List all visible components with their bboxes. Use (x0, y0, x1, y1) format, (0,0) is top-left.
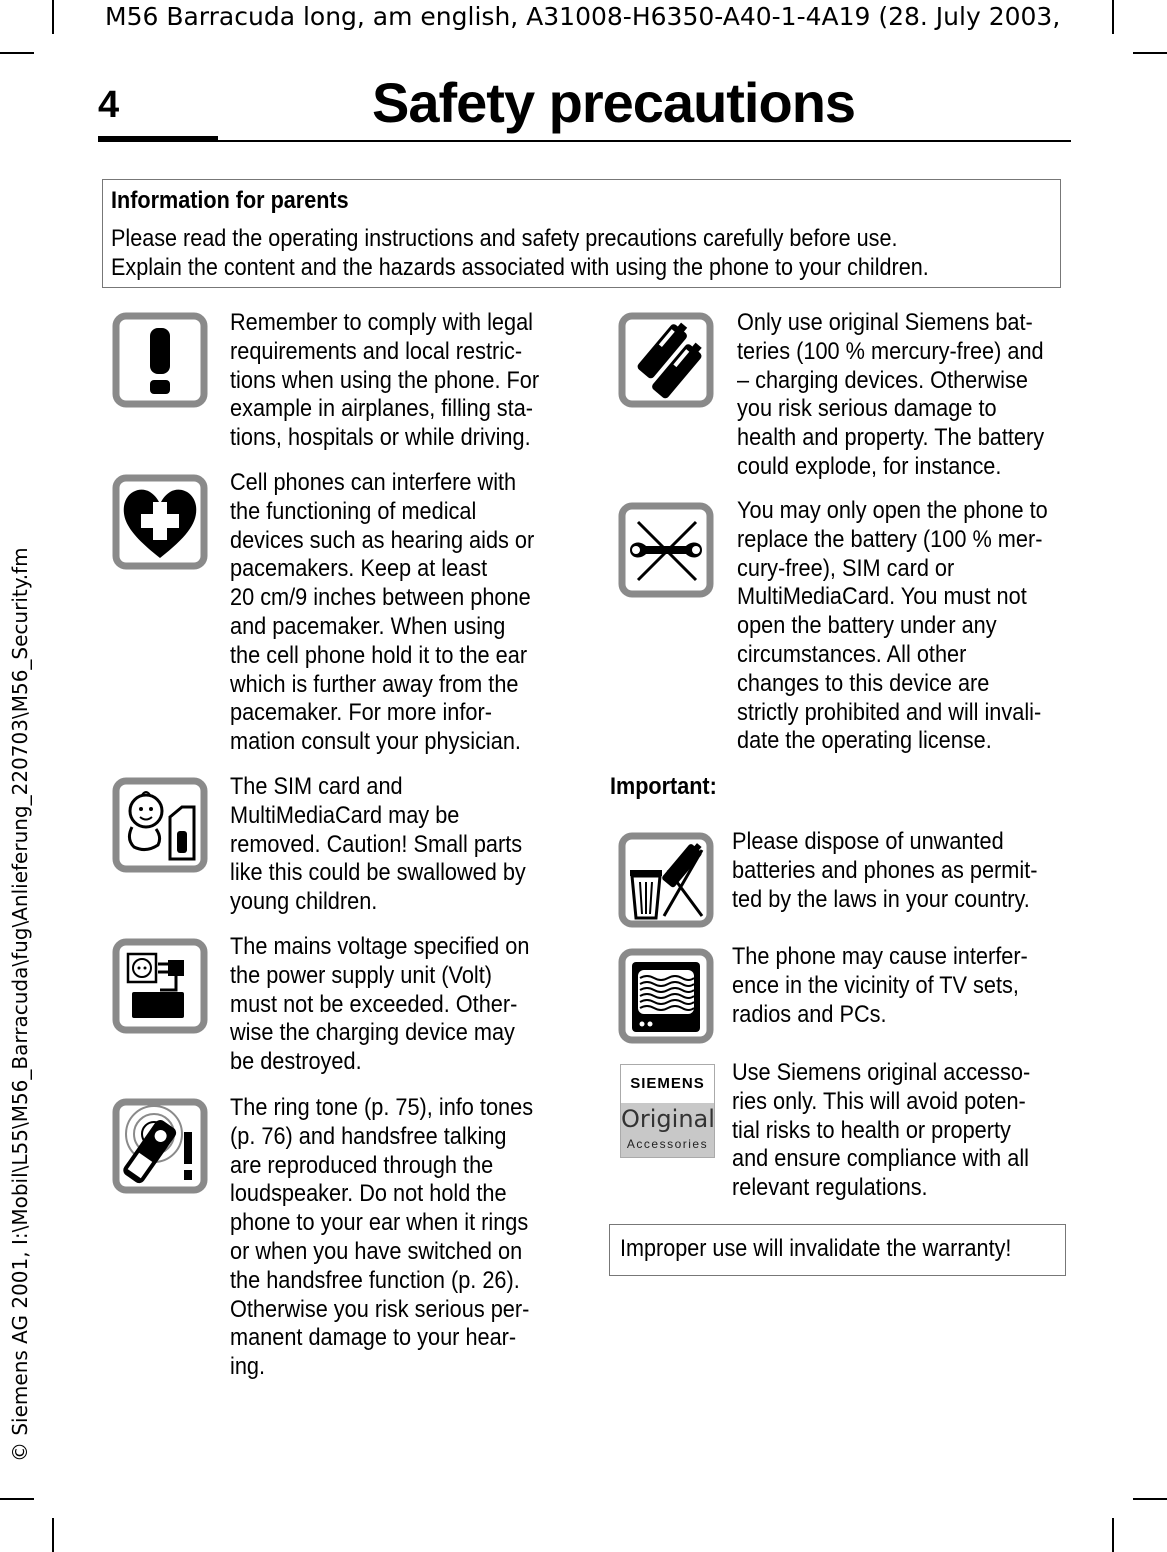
item-text: You may only open the phone to replace the battery (100 % mer- cury-free), SIM card or MultiMediaCard. You must not open the battery under any circumstances. All other changes to this device are strictly prohibited and will invali- date the operating license. (737, 497, 1048, 755)
siemens-original-accessories-logo (620, 1064, 715, 1158)
battery-disposal-icon (618, 832, 714, 928)
no-tools-icon (618, 502, 714, 598)
parents-line: Please read the operating instructions and safety precautions carefully before use. (111, 225, 898, 252)
crop-mark (52, 0, 54, 34)
important-label: Important: (610, 773, 717, 800)
baby-sim-card-icon (112, 777, 208, 873)
parents-line: Explain the content and the hazards associated with using the phone to your children. (111, 254, 929, 281)
crop-mark (1133, 52, 1167, 54)
exclamation-icon (112, 312, 208, 408)
warranty-text: Improper use will invalidate the warranty! (620, 1235, 1012, 1262)
page-number: 4 (98, 84, 120, 126)
tv-interference-icon (618, 948, 714, 1044)
batteries-icon (618, 312, 714, 408)
logo-sub: Accessories (626, 1137, 709, 1151)
power-plug-icon (112, 938, 208, 1034)
item-text: Cell phones can interfere with the functioning of medical devices such as hearing aids or pacemakers. Keep at least 20 cm/9 inches between phone and pacemaker. When using the cell phone hold it to the ear which is further away from the pacemaker. For more infor- mation consult your physician. (230, 469, 535, 756)
item-text: Please dispose of unwanted batteries and phones as permit- ted by the laws in your country. (732, 828, 1038, 913)
parents-info-box (102, 179, 1061, 288)
crop-mark (52, 1518, 54, 1552)
medical-heart-icon (112, 474, 208, 570)
item-text: Use Siemens original accesso- ries only. This will avoid poten- tial risks to health or property and ensure compliance with all relevant regulations. (732, 1059, 1031, 1202)
item-text: The ring tone (p. 75), info tones (p. 76) and handsfree talking are reproduced through the loudspeaker. Do not hold the phone to your ear when it rings or when you have switched on the handsfree function (p. 26). Otherwise you risk serious per- manent damage to your hear- ing. (230, 1094, 534, 1381)
crop-mark (0, 1498, 34, 1500)
running-header: M56 Barracuda long, am english, A31008-H6350-A40-1-4A19 (28. July 2003, (105, 2, 1061, 31)
item-text: Only use original Siemens bat- teries (100 % mercury-free) and – charging devices. Otherwise you risk serious damage to health and property. The battery could explode, for instance. (737, 309, 1045, 480)
item-text: The phone may cause interfer- ence in the vicinity of TV sets, radios and PCs. (732, 943, 1028, 1028)
parents-heading: Information for parents (111, 187, 349, 214)
item-text: The mains voltage specified on the power supply unit (Volt) must not be exceeded. Other- wise the charging device may be destroyed. (230, 933, 530, 1076)
logo-brand: SIEMENS (630, 1075, 705, 1092)
page-title: Safety precautions (372, 71, 856, 134)
crop-mark (1112, 0, 1114, 34)
crop-mark (0, 52, 34, 54)
warranty-notice (609, 1224, 1066, 1276)
logo-word: Original (621, 1105, 715, 1133)
crop-mark (1112, 1518, 1114, 1552)
item-text: The SIM card and MultiMediaCard may be removed. Caution! Small parts like this could be swallowed by young children. (230, 773, 526, 916)
title-rule (98, 140, 1071, 142)
side-copyright-text: © Siemens AG 2001, I:\Mobil\L55\M56_Barracuda\fug\Anlieferung_220703\M56_Security.fm (8, 547, 32, 1462)
crop-mark (1133, 1498, 1167, 1500)
item-text: Remember to comply with legal requirements and local restric- tions when using the phone. For example in airplanes, filling sta- tions, hospitals or while driving. (230, 309, 540, 452)
ringing-phone-warning-icon (112, 1098, 208, 1194)
